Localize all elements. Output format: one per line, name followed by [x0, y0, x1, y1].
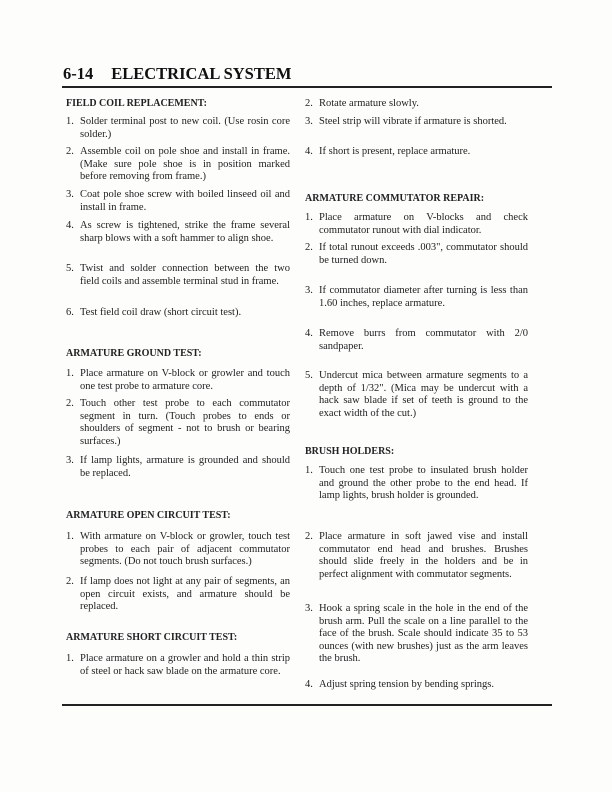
- item-text: Rotate armature slowly.: [319, 98, 419, 109]
- item-number: 1.: [66, 116, 74, 127]
- item-number: 3.: [305, 285, 313, 296]
- item-text: Touch other test probe to each commutator segment in turn. (Touch probes to ends or shoulders of segment - not to brush or bearing surfaces.): [80, 398, 290, 447]
- list-item: [66, 368, 290, 398]
- header-rule: [62, 86, 552, 88]
- item-number: 2.: [66, 146, 74, 157]
- item-text: With armature on V-block or growler, touch test probes to each pair of adjacent commutator segments. (Do not touch brush surfaces.): [80, 531, 290, 568]
- section-heading-ground-test: ARMATURE GROUND TEST:: [66, 348, 202, 359]
- list-item: [66, 576, 290, 632]
- item-number: 6.: [66, 307, 74, 318]
- list-item: [66, 220, 290, 263]
- list-item: [66, 531, 290, 576]
- list-item: [305, 146, 528, 193]
- item-text: If short is present, replace armature.: [319, 146, 471, 157]
- list-item: [66, 263, 290, 307]
- item-text: Coat pole shoe screw with boiled linseed oil and install in frame.: [80, 189, 290, 213]
- item-number: 3.: [66, 455, 74, 466]
- item-number: 2.: [305, 98, 313, 109]
- item-number: 3.: [305, 603, 313, 614]
- list-item: [66, 189, 290, 220]
- list-item: [66, 398, 290, 455]
- list-item: [305, 679, 528, 693]
- list-item: [305, 328, 528, 370]
- item-number: 3.: [66, 189, 74, 200]
- list-item: [305, 212, 528, 242]
- item-text: Touch one test probe to insulated brush holder and ground the other probe to the end head. If lamp lights, brush holder is grounded.: [319, 465, 528, 502]
- section-heading-short-circuit: ARMATURE SHORT CIRCUIT TEST:: [66, 632, 238, 643]
- list-item: [305, 116, 528, 146]
- list-item: [305, 531, 528, 603]
- item-text: If total runout exceeds .003", commutator should be turned down.: [319, 242, 528, 266]
- list-item: [305, 242, 528, 285]
- section-heading-commutator: ARMATURE COMMUTATOR REPAIR:: [305, 193, 485, 204]
- item-number: 4.: [305, 146, 313, 157]
- item-number: 2.: [66, 398, 74, 409]
- item-number: 4.: [305, 328, 313, 339]
- item-text: If lamp does not light at any pair of segments, an open circuit exists, and armature should be replaced.: [80, 576, 290, 613]
- item-number: 5.: [305, 370, 313, 381]
- footer-rule: [62, 704, 552, 706]
- section-heading-field-coil: FIELD COIL REPLACEMENT:: [66, 98, 207, 109]
- item-number: 1.: [66, 531, 74, 542]
- page-title: ELECTRICAL SYSTEM: [111, 64, 292, 83]
- page-header: [63, 64, 291, 84]
- item-text: Place armature on V-blocks and check commutator runout with dial indicator.: [319, 212, 528, 236]
- list-item: [305, 370, 528, 446]
- item-text: Place armature in soft jawed vise and install commutator end head and brushes. Brushes should slide freely in the holders and be in perfect alignment with commutator segments.: [319, 531, 528, 580]
- item-number: 4.: [305, 679, 313, 690]
- item-number: 1.: [66, 368, 74, 379]
- item-text: If commutator diameter after turning is less than 1.60 inches, replace armature.: [319, 285, 528, 309]
- item-number: 1.: [305, 212, 313, 223]
- item-number: 2.: [305, 531, 313, 542]
- section-heading-brush-holders: BRUSH HOLDERS:: [305, 446, 395, 457]
- item-text: Test field coil draw (short circuit test).: [80, 307, 242, 318]
- item-number: 5.: [66, 263, 74, 274]
- item-text: Solder terminal post to new coil. (Use rosin core solder.): [80, 116, 290, 140]
- item-number: 3.: [305, 116, 313, 127]
- list-item: [66, 653, 290, 691]
- item-number: 1.: [66, 653, 74, 664]
- item-text: Assemble coil on pole shoe and install in frame. (Make sure pole shoe is in position marked before removing from frame.): [80, 146, 290, 183]
- item-text: Undercut mica between armature segments to a depth of 1/32". (Mica may be undercut with a hack saw blade if set of teeth is ground to the exact width of the cut.): [319, 370, 528, 419]
- list-item: [66, 307, 290, 348]
- item-text: Steel strip will vibrate if armature is shorted.: [319, 116, 507, 127]
- list-item: [66, 455, 290, 510]
- item-text: Hook a spring scale in the hole in the end of the brush arm. Pull the scale on a line parallel to the face of the brush. Scale should indicate 35 to 53 ounces (with new brushes) just as the arm leaves the brush.: [319, 603, 528, 665]
- list-item: [305, 603, 528, 679]
- list-item: [305, 285, 528, 328]
- list-item: [305, 98, 528, 116]
- item-number: 2.: [305, 242, 313, 253]
- item-text: If lamp lights, armature is grounded and should be replaced.: [80, 455, 290, 479]
- left-column: [66, 98, 290, 691]
- item-text: Adjust spring tension by bending springs.: [319, 679, 494, 690]
- item-text: As screw is tightened, strike the frame several sharp blows with a soft hammer to align shoe.: [80, 220, 290, 244]
- list-item: [66, 116, 290, 146]
- list-item: [66, 146, 290, 189]
- item-text: Place armature on V-block or growler and touch one test probe to armature core.: [80, 368, 290, 392]
- section-heading-open-circuit: ARMATURE OPEN CIRCUIT TEST:: [66, 510, 231, 521]
- right-column: [305, 98, 528, 693]
- item-text: Twist and solder connection between the two field coils and assemble terminal stud in frame.: [80, 263, 290, 287]
- page-number: 6-14: [63, 64, 94, 83]
- item-text: Remove burrs from commutator with 2/0 sandpaper.: [319, 328, 528, 352]
- item-number: 1.: [305, 465, 313, 476]
- item-number: 4.: [66, 220, 74, 231]
- list-item: [305, 465, 528, 531]
- item-text: Place armature on a growler and hold a thin strip of steel or hack saw blade on the armature core.: [80, 653, 290, 677]
- item-number: 2.: [66, 576, 74, 587]
